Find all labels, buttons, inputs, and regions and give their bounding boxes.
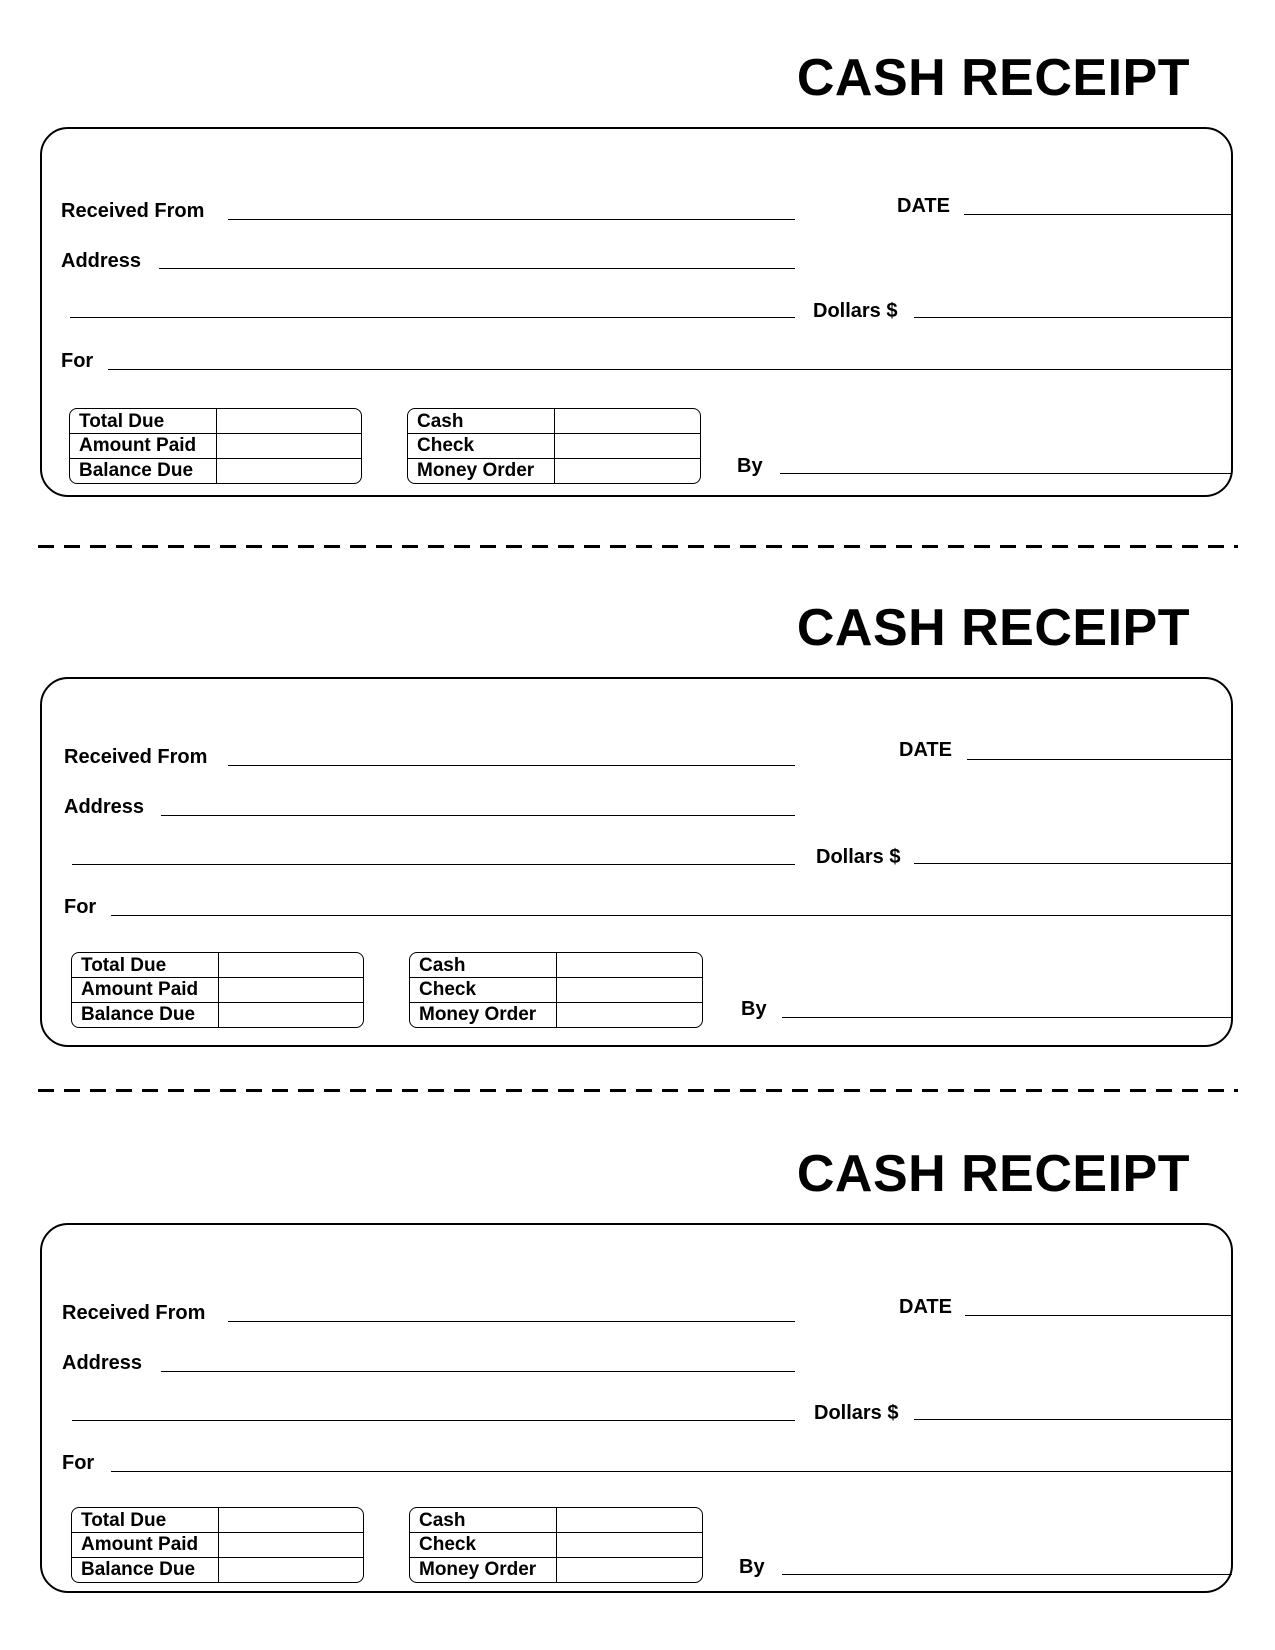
receipt-form-box — [40, 127, 1233, 497]
by-signature-field[interactable] — [780, 473, 1232, 474]
by-signature-field[interactable] — [782, 1574, 1232, 1575]
date-label: DATE — [899, 739, 952, 761]
check-label: Check — [417, 435, 475, 456]
amount-paid-label: Amount Paid — [79, 435, 197, 456]
address-label: Address — [61, 250, 142, 272]
payment-method-table — [409, 952, 703, 1028]
check-label: Check — [419, 979, 477, 1000]
address-label: Address — [62, 1352, 143, 1374]
received-from-label: Received From — [61, 200, 205, 222]
by-label: By — [739, 1556, 765, 1578]
date-field[interactable] — [965, 1315, 1232, 1316]
date-field[interactable] — [967, 759, 1232, 760]
receipt-title: CASH RECEIPT — [796, 1145, 1190, 1203]
amount-paid-label: Amount Paid — [81, 1534, 199, 1555]
total-due-label: Total Due — [79, 411, 165, 432]
for-label: For — [64, 896, 97, 918]
receipt-title: CASH RECEIPT — [796, 599, 1190, 657]
total-due-label: Total Due — [81, 955, 167, 976]
received-from-label: Received From — [64, 746, 208, 768]
balance-due-label: Balance Due — [79, 460, 194, 481]
dollars-field[interactable] — [914, 317, 1232, 318]
receipt-title: CASH RECEIPT — [796, 49, 1190, 107]
address-field-line-2[interactable] — [72, 864, 795, 865]
money-order-label: Money Order — [419, 1559, 537, 1580]
check-label: Check — [419, 1534, 477, 1555]
for-label: For — [62, 1452, 95, 1474]
by-label: By — [741, 998, 767, 1020]
payment-method-table — [409, 1507, 703, 1583]
cash-label: Cash — [417, 411, 464, 432]
amounts-table — [71, 952, 364, 1028]
receipt-1 — [0, 0, 1275, 520]
received-from-field[interactable] — [228, 1321, 795, 1322]
received-from-label: Received From — [62, 1302, 206, 1324]
receipt-3 — [0, 1096, 1275, 1616]
address-field[interactable] — [161, 1371, 795, 1372]
address-field[interactable] — [161, 815, 795, 816]
receipt-2 — [0, 550, 1275, 1070]
total-due-label: Total Due — [81, 1510, 167, 1531]
dollars-field[interactable] — [914, 863, 1232, 864]
cut-line-2 — [38, 1089, 1238, 1092]
for-field[interactable] — [111, 915, 1232, 916]
address-field-line-2[interactable] — [70, 317, 795, 318]
by-label: By — [737, 455, 763, 477]
money-order-label: Money Order — [419, 1004, 537, 1025]
address-field-line-2[interactable] — [72, 1420, 795, 1421]
by-signature-field[interactable] — [782, 1017, 1232, 1018]
for-label: For — [61, 350, 94, 372]
address-field[interactable] — [159, 268, 795, 269]
amount-paid-label: Amount Paid — [81, 979, 199, 1000]
dollars-label: Dollars $ — [814, 1402, 899, 1424]
for-field[interactable] — [108, 369, 1232, 370]
received-from-field[interactable] — [228, 765, 795, 766]
date-label: DATE — [899, 1296, 952, 1318]
for-field[interactable] — [111, 1471, 1232, 1472]
dollars-label: Dollars $ — [813, 300, 898, 322]
balance-due-label: Balance Due — [81, 1559, 196, 1580]
date-label: DATE — [897, 195, 950, 217]
cash-label: Cash — [419, 1510, 466, 1531]
receipt-form-box — [40, 1223, 1233, 1593]
cut-line-1 — [38, 545, 1238, 548]
cash-label: Cash — [419, 955, 466, 976]
money-order-label: Money Order — [417, 460, 535, 481]
dollars-label: Dollars $ — [816, 846, 901, 868]
amounts-table — [69, 408, 362, 484]
balance-due-label: Balance Due — [81, 1004, 196, 1025]
amounts-table — [71, 1507, 364, 1583]
receipt-form-box — [40, 677, 1233, 1047]
date-field[interactable] — [964, 214, 1232, 215]
dollars-field[interactable] — [914, 1419, 1232, 1420]
address-label: Address — [64, 796, 145, 818]
received-from-field[interactable] — [228, 219, 795, 220]
payment-method-table — [407, 408, 701, 484]
